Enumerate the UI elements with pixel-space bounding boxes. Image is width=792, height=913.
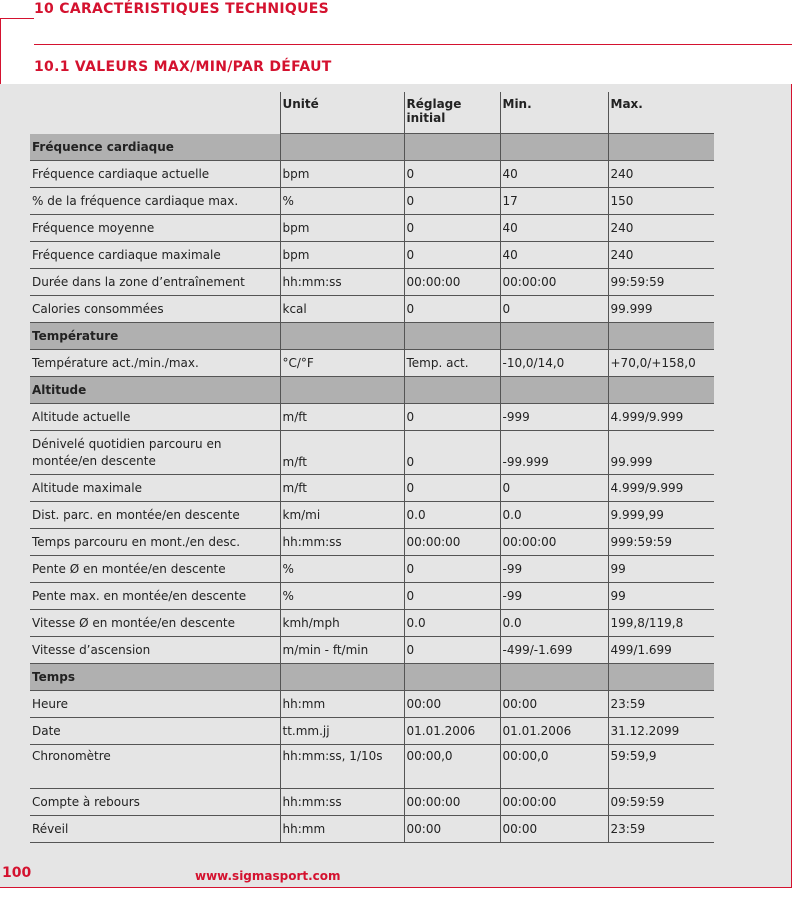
cell-unit: kmh/mph — [280, 610, 404, 637]
col-header-default: Réglage initial — [404, 92, 500, 134]
section-cell — [404, 134, 500, 161]
table-row — [30, 431, 714, 475]
table-row — [30, 745, 714, 789]
cell-unit: bpm — [280, 242, 404, 269]
cell-max: 99.999 — [608, 296, 714, 323]
row-label: Altitude actuelle — [30, 404, 280, 431]
table-row — [30, 637, 714, 664]
row-label: Temps parcouru en mont./en desc. — [30, 529, 280, 556]
cell-unit: hh:mm:ss — [280, 269, 404, 296]
section-row-temperature — [30, 323, 714, 350]
cell-unit: % — [280, 556, 404, 583]
cell-min: 40 — [500, 161, 608, 188]
table-row — [30, 296, 714, 323]
cell-unit: tt.mm.jj — [280, 718, 404, 745]
cell-min: 0.0 — [500, 610, 608, 637]
row-label: Compte à rebours — [30, 789, 280, 816]
cell-min: 00:00:00 — [500, 529, 608, 556]
cell-default: 00:00 — [404, 816, 500, 843]
table-row — [30, 556, 714, 583]
cell-max: 4.999/9.999 — [608, 475, 714, 502]
table-row — [30, 242, 714, 269]
cell-unit: bpm — [280, 215, 404, 242]
table-row — [30, 404, 714, 431]
cell-unit: hh:mm — [280, 691, 404, 718]
cell-max: +70,0/+158,0 — [608, 350, 714, 377]
cell-unit: m/ft — [280, 404, 404, 431]
col-header-min: Min. — [500, 92, 608, 134]
row-label: Heure — [30, 691, 280, 718]
section-cell — [500, 134, 608, 161]
cell-default: 0 — [404, 242, 500, 269]
cell-min: 01.01.2006 — [500, 718, 608, 745]
cell-max: 99 — [608, 556, 714, 583]
section-cell — [280, 134, 404, 161]
cell-max: 23:59 — [608, 816, 714, 843]
cell-min: -10,0/14,0 — [500, 350, 608, 377]
table-row — [30, 269, 714, 296]
table-row — [30, 816, 714, 843]
section-cell — [404, 664, 500, 691]
section-label: Altitude — [30, 377, 280, 404]
cell-unit: kcal — [280, 296, 404, 323]
cell-default: 0 — [404, 637, 500, 664]
header-row — [30, 92, 714, 134]
table-row — [30, 161, 714, 188]
cell-default: 0.0 — [404, 502, 500, 529]
cell-max: 99.999 — [608, 431, 714, 475]
header-empty — [30, 92, 280, 134]
cell-max: 240 — [608, 215, 714, 242]
cell-min: 17 — [500, 188, 608, 215]
cell-min: -99 — [500, 583, 608, 610]
section-cell — [280, 377, 404, 404]
cell-max: 240 — [608, 161, 714, 188]
section-cell — [404, 323, 500, 350]
table-row — [30, 215, 714, 242]
row-label: % de la fréquence cardiaque max. — [30, 188, 280, 215]
col-header-unit: Unité — [280, 92, 404, 134]
cell-default: 0 — [404, 188, 500, 215]
cell-max: 999:59:59 — [608, 529, 714, 556]
page-number: 100 — [2, 865, 32, 881]
section-row-time — [30, 664, 714, 691]
cell-default: 00:00,0 — [404, 745, 500, 789]
row-label: Durée dans la zone d’entraînement — [30, 269, 280, 296]
section-cell — [608, 323, 714, 350]
section-cell — [280, 323, 404, 350]
cell-unit: hh:mm:ss — [280, 529, 404, 556]
cell-min: 00:00 — [500, 816, 608, 843]
cell-max: 23:59 — [608, 691, 714, 718]
table-row — [30, 475, 714, 502]
cell-default: 0 — [404, 215, 500, 242]
cell-min: 00:00:00 — [500, 789, 608, 816]
section-cell — [280, 664, 404, 691]
row-label: Calories consommées — [30, 296, 280, 323]
table-row — [30, 718, 714, 745]
table-row — [30, 350, 714, 377]
section-row-heart — [30, 134, 714, 161]
cell-min: 00:00 — [500, 691, 608, 718]
section-title: 10.1 VALEURS MAX/MIN/PAR DÉFAUT — [34, 59, 332, 75]
cell-min: -499/-1.699 — [500, 637, 608, 664]
table-row — [30, 610, 714, 637]
cell-max: 59:59,9 — [608, 745, 714, 789]
section-cell — [404, 377, 500, 404]
row-label: Réveil — [30, 816, 280, 843]
section-cell — [608, 134, 714, 161]
cell-unit: hh:mm:ss, 1/10s — [280, 745, 404, 789]
section-cell — [608, 664, 714, 691]
cell-min: 00:00,0 — [500, 745, 608, 789]
row-label: Vitesse d’ascension — [30, 637, 280, 664]
cell-default: 0 — [404, 556, 500, 583]
cell-max: 99:59:59 — [608, 269, 714, 296]
cell-default: 00:00 — [404, 691, 500, 718]
cell-max: 31.12.2099 — [608, 718, 714, 745]
cell-min: -99 — [500, 556, 608, 583]
frame-line-top — [0, 18, 34, 19]
row-label: Dénivelé quotidien parcouru en montée/en descente — [30, 431, 280, 475]
section-cell — [608, 377, 714, 404]
cell-default: 0 — [404, 583, 500, 610]
cell-unit: bpm — [280, 161, 404, 188]
row-label: Fréquence moyenne — [30, 215, 280, 242]
cell-max: 09:59:59 — [608, 789, 714, 816]
cell-max: 240 — [608, 242, 714, 269]
section-cell — [500, 377, 608, 404]
cell-default: Temp. act. — [404, 350, 500, 377]
section-tab-line — [34, 44, 792, 45]
cell-min: 40 — [500, 215, 608, 242]
row-label: Fréquence cardiaque actuelle — [30, 161, 280, 188]
row-label: Chronomètre — [30, 745, 280, 789]
website-link[interactable]: www.sigmasport.com — [195, 869, 341, 883]
cell-min: -99.999 — [500, 431, 608, 475]
cell-max: 499/1.699 — [608, 637, 714, 664]
row-label: Vitesse Ø en montée/en descente — [30, 610, 280, 637]
cell-min: 0 — [500, 296, 608, 323]
table-row — [30, 502, 714, 529]
section-row-altitude — [30, 377, 714, 404]
row-label: Température act./min./max. — [30, 350, 280, 377]
cell-max: 4.999/9.999 — [608, 404, 714, 431]
section-cell — [500, 323, 608, 350]
cell-unit: hh:mm:ss — [280, 789, 404, 816]
cell-min: -999 — [500, 404, 608, 431]
cell-min: 0.0 — [500, 502, 608, 529]
section-label: Fréquence cardiaque — [30, 134, 280, 161]
cell-unit: m/ft — [280, 475, 404, 502]
cell-default: 00:00:00 — [404, 269, 500, 296]
cell-unit: % — [280, 188, 404, 215]
table-row — [30, 789, 714, 816]
cell-unit: m/min - ft/min — [280, 637, 404, 664]
section-cell — [500, 664, 608, 691]
table-row — [30, 691, 714, 718]
cell-default: 01.01.2006 — [404, 718, 500, 745]
row-label: Pente max. en montée/en descente — [30, 583, 280, 610]
cell-default: 0 — [404, 296, 500, 323]
row-label: Fréquence cardiaque maximale — [30, 242, 280, 269]
cell-max: 99 — [608, 583, 714, 610]
cell-min: 40 — [500, 242, 608, 269]
cell-min: 0 — [500, 475, 608, 502]
cell-default: 00:00:00 — [404, 529, 500, 556]
chapter-title: 10 CARACTÉRISTIQUES TECHNIQUES — [34, 1, 330, 17]
table-row — [30, 188, 714, 215]
row-label: Date — [30, 718, 280, 745]
cell-unit: hh:mm — [280, 816, 404, 843]
cell-default: 00:00:00 — [404, 789, 500, 816]
cell-default: 0 — [404, 475, 500, 502]
col-header-max: Max. — [608, 92, 714, 134]
cell-unit: km/mi — [280, 502, 404, 529]
cell-default: 0 — [404, 431, 500, 475]
section-label: Température — [30, 323, 280, 350]
cell-min: 00:00:00 — [500, 269, 608, 296]
table-row — [30, 583, 714, 610]
table-row — [30, 529, 714, 556]
cell-unit: m/ft — [280, 431, 404, 475]
cell-default: 0 — [404, 161, 500, 188]
cell-default: 0 — [404, 404, 500, 431]
row-label: Pente Ø en montée/en descente — [30, 556, 280, 583]
cell-max: 150 — [608, 188, 714, 215]
row-label: Dist. parc. en montée/en descente — [30, 502, 280, 529]
row-label: Altitude maximale — [30, 475, 280, 502]
specs-table — [30, 92, 714, 843]
cell-unit: °C/°F — [280, 350, 404, 377]
cell-max: 199,8/119,8 — [608, 610, 714, 637]
cell-unit: % — [280, 583, 404, 610]
cell-max: 9.999,99 — [608, 502, 714, 529]
cell-default: 0.0 — [404, 610, 500, 637]
section-label: Temps — [30, 664, 280, 691]
